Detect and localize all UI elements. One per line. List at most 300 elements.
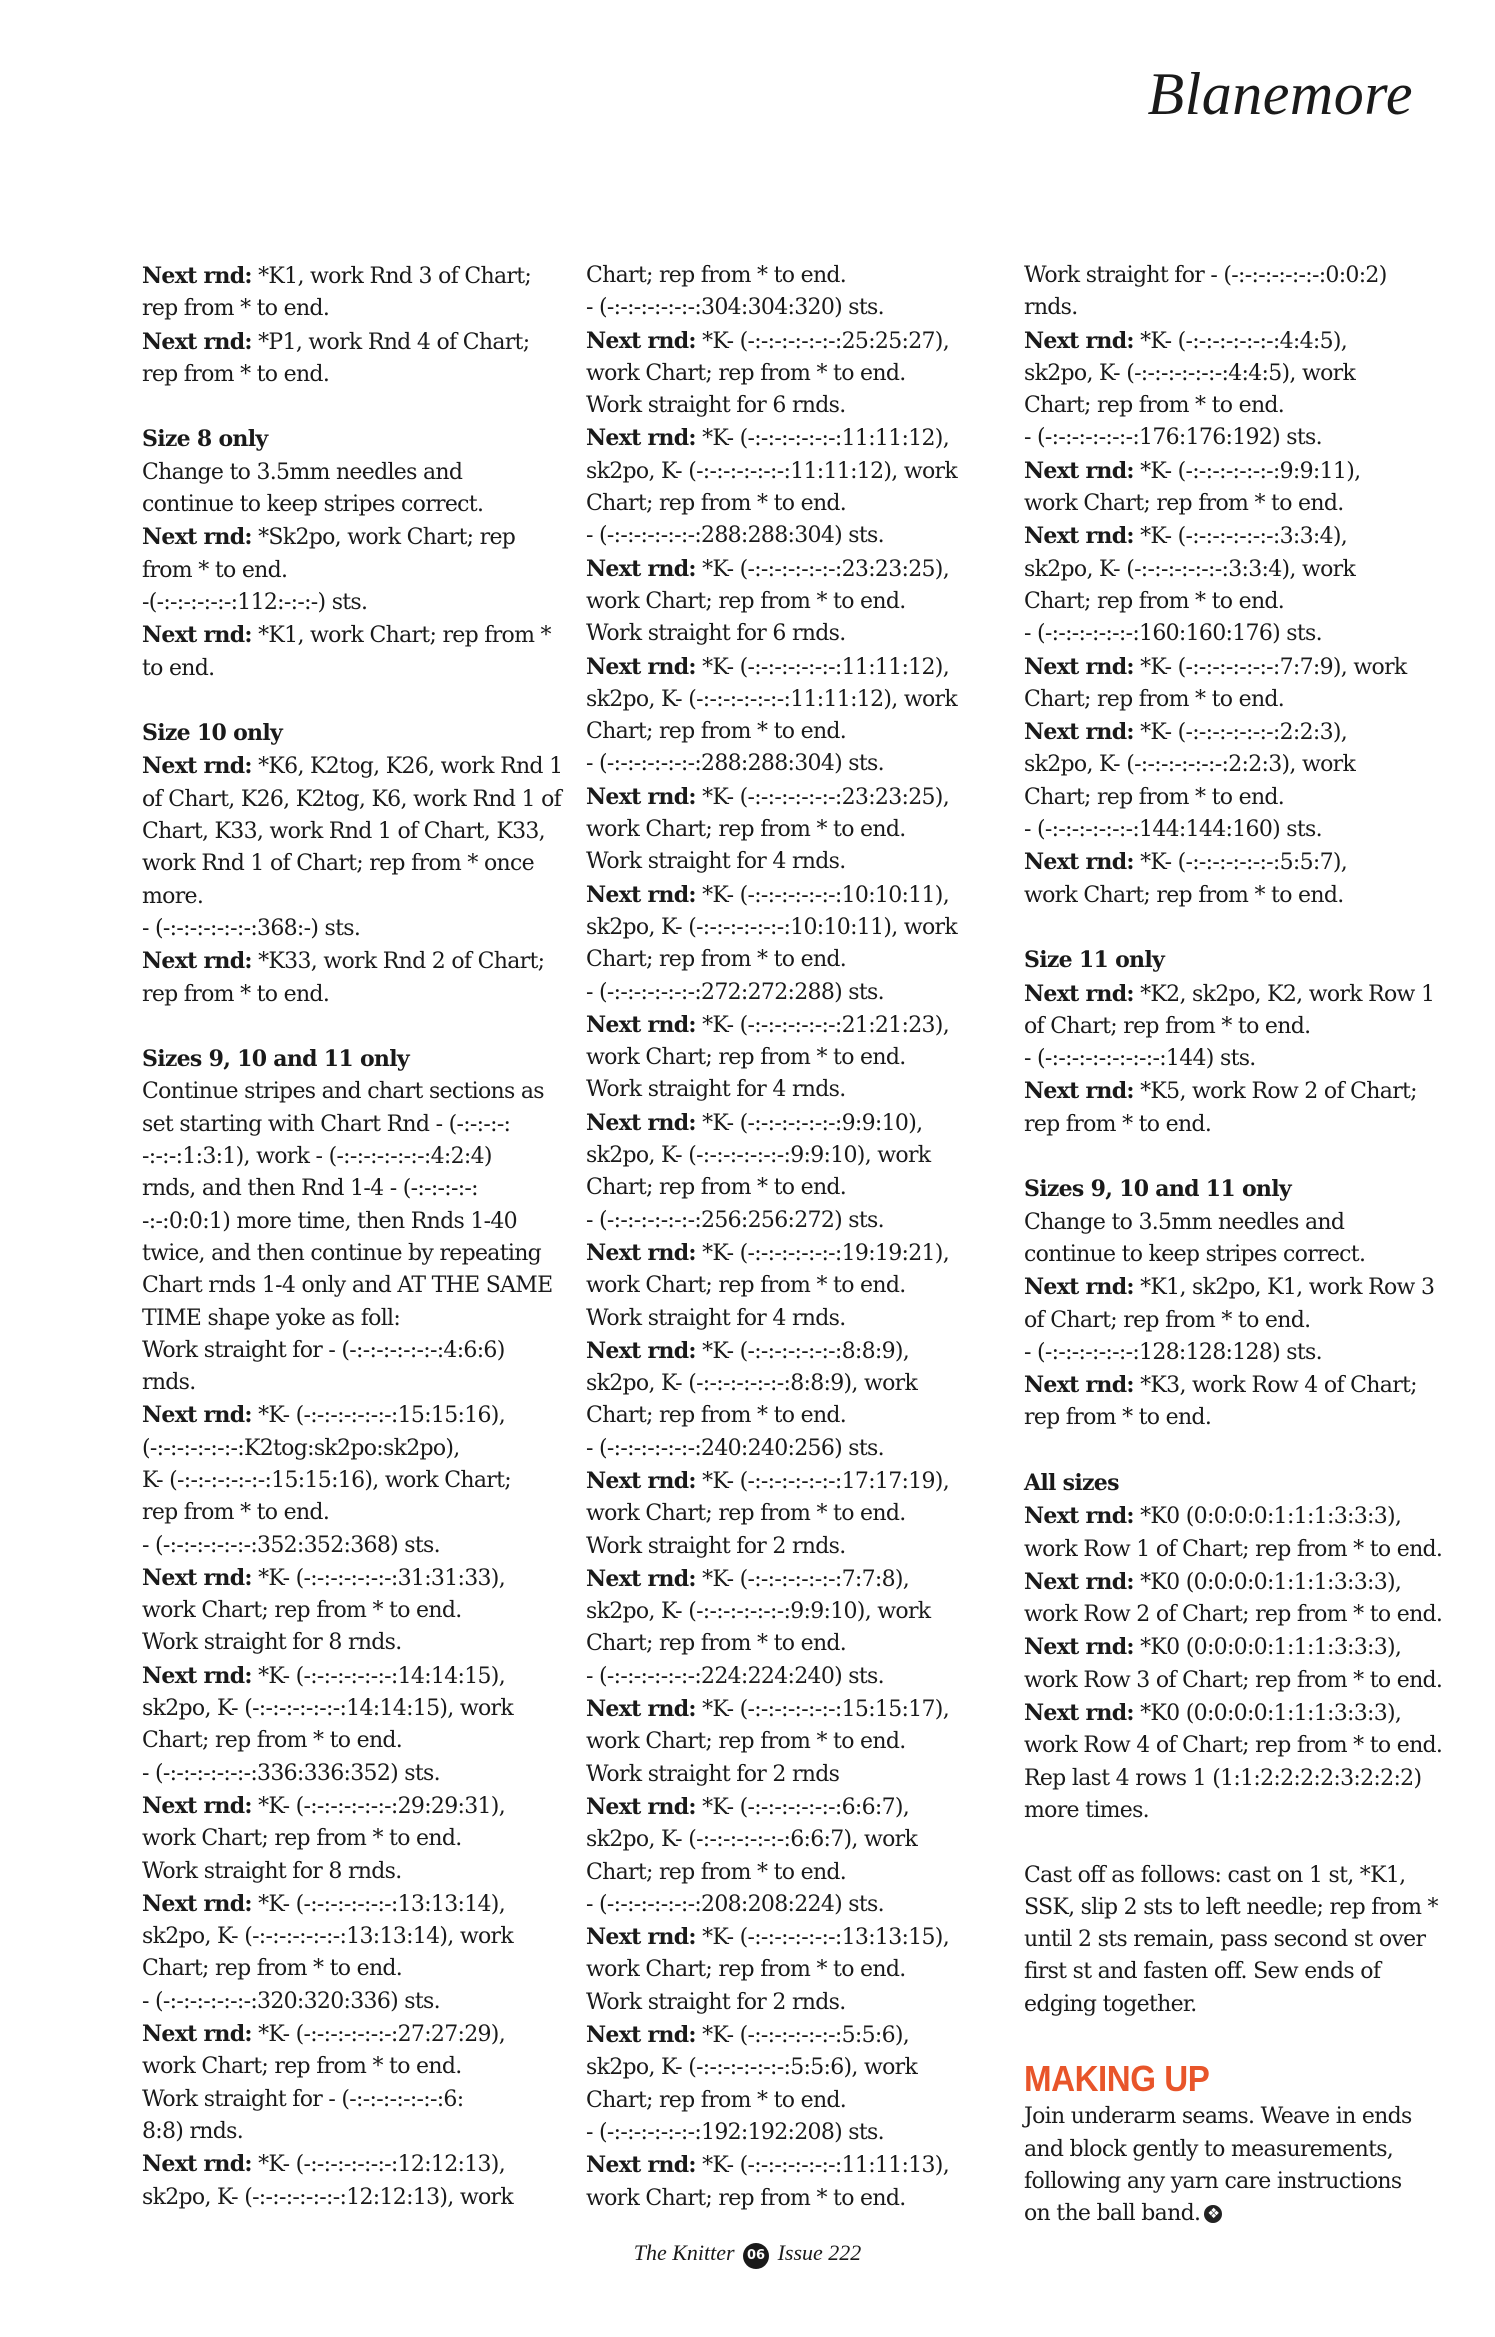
instruction-label: Size 11 only	[1024, 947, 1165, 974]
paragraph-gap	[1024, 1141, 1459, 1173]
instruction-text: work Chart; rep from * to end.	[586, 1729, 906, 1755]
pattern-line	[586, 1857, 1021, 1889]
pattern-line	[142, 521, 577, 554]
pattern-line	[142, 1270, 577, 1302]
pattern-line	[142, 1693, 577, 1725]
instruction-text: Chart; rep from * to end.	[142, 1728, 403, 1754]
instruction-text: *K- (-:-:-:-:-:-:-:19:19:21),	[695, 1240, 949, 1266]
instruction-text: *Sk2po, work Chart; rep	[251, 525, 516, 551]
pattern-line	[586, 748, 1021, 780]
instruction-text: *K- (-:-:-:-:-:-:-:10:10:11),	[695, 882, 949, 908]
instruction-label: Next rnd:	[142, 1662, 252, 1689]
pattern-line	[586, 2149, 1021, 2182]
instruction-text: *K- (-:-:-:-:-:-:-:12:12:13),	[251, 2152, 505, 2178]
column-2	[586, 260, 1021, 2215]
pattern-line	[1024, 651, 1459, 684]
pattern-line	[586, 977, 1021, 1009]
pattern-line	[142, 1530, 577, 1562]
instruction-text: *K- (-:-:-:-:-:-:-:4:4:5),	[1133, 328, 1348, 354]
instruction-label: Next rnd:	[586, 881, 696, 908]
pattern-line	[142, 653, 577, 685]
instruction-text: - (-:-:-:-:-:-:-:176:176:192) sts.	[1024, 425, 1322, 451]
pattern-line	[1024, 1599, 1459, 1631]
pattern-line	[1024, 1043, 1459, 1075]
instruction-text: *K- (-:-:-:-:-:-:-:9:9:10),	[695, 1110, 923, 1136]
instruction-text: sk2po, K- (-:-:-:-:-:-:-:10:10:11), work	[586, 914, 957, 940]
pattern-line	[1024, 2198, 1459, 2230]
pattern-line	[142, 2084, 577, 2116]
instruction-label: Next rnd:	[1024, 1634, 1134, 1661]
pattern-line	[142, 784, 577, 816]
instruction-label: Next rnd:	[142, 263, 252, 289]
instruction-label: Next rnd:	[586, 1337, 696, 1364]
instruction-text: work Chart; rep from * to end.	[1024, 491, 1344, 517]
instruction-text: work Chart; rep from * to end.	[1024, 882, 1344, 908]
pattern-line	[586, 390, 1021, 422]
pattern-line	[142, 457, 577, 489]
pattern-line	[586, 1172, 1021, 1204]
pattern-line	[586, 618, 1021, 650]
instruction-label: Next rnd:	[1024, 1078, 1134, 1105]
instruction-text: *K- (-:-:-:-:-:-:-:31:31:33),	[251, 1565, 505, 1591]
instruction-text: - (-:-:-:-:-:-:-:240:240:256) sts.	[586, 1435, 884, 1461]
instruction-text: - (-:-:-:-:-:-:-:224:224:240) sts.	[586, 1663, 884, 1689]
pattern-line	[142, 326, 577, 359]
instruction-label: Next rnd:	[142, 1402, 252, 1429]
paragraph-gap	[142, 685, 577, 717]
pattern-line	[142, 1173, 577, 1205]
instruction-label: Next rnd:	[586, 1239, 696, 1266]
instruction-text: *K33, work Rnd 2 of Chart;	[251, 949, 545, 975]
instruction-text: - (-:-:-:-:-:-:-:160:160:176) sts.	[1024, 621, 1322, 647]
section-heading: MAKING UP	[1024, 2058, 1210, 2100]
pattern-line	[1024, 1402, 1459, 1434]
instruction-text: - (-:-:-:-:-:-:-:128:128:128) sts.	[1024, 1339, 1322, 1365]
pattern-line	[1024, 1534, 1459, 1566]
pattern-line	[586, 1759, 1021, 1791]
pattern-line	[142, 848, 577, 880]
pattern-line	[142, 1888, 577, 1921]
instruction-label: Next rnd:	[1024, 523, 1134, 550]
column-3	[1024, 260, 1459, 2231]
instruction-text: - (-:-:-:-:-:-:-:272:272:288) sts.	[586, 979, 884, 1005]
instruction-text: Chart; rep from * to end.	[586, 491, 847, 517]
pattern-line	[1024, 1730, 1459, 1762]
pattern-line	[586, 1563, 1021, 1596]
instruction-text: *K- (-:-:-:-:-:-:-:5:5:7),	[1133, 850, 1348, 876]
pattern-line	[142, 1043, 577, 1076]
pattern-line	[142, 1238, 577, 1270]
instruction-text: work Chart; rep from * to end.	[586, 1045, 906, 1071]
pattern-line	[586, 292, 1021, 324]
pattern-line	[1024, 1860, 1459, 1892]
instruction-text: Work straight for 2 rnds.	[586, 1989, 846, 2015]
pattern-line	[1024, 554, 1459, 586]
instruction-text: Work straight for 4 rnds.	[586, 849, 846, 875]
pattern-line	[586, 1531, 1021, 1563]
pattern-line	[142, 1562, 577, 1595]
instruction-text: *K1, sk2po, K1, work Row 3	[1133, 1275, 1435, 1301]
pattern-line	[1024, 1369, 1459, 1402]
instruction-label: Next rnd:	[1024, 653, 1134, 680]
instruction-text: Work straight for 8 rnds.	[142, 1630, 402, 1656]
instruction-text: *K- (-:-:-:-:-:-:-:6:6:7),	[695, 1794, 910, 1820]
pattern-line	[586, 488, 1021, 520]
instruction-text: sk2po, K- (-:-:-:-:-:-:-:6:6:7), work	[586, 1827, 918, 1853]
instruction-text: - (-:-:-:-:-:-:-:192:192:208) sts.	[586, 2119, 884, 2145]
pattern-line	[586, 912, 1021, 944]
instruction-text: - (-:-:-:-:-:-:-:320:320:336) sts.	[142, 1988, 440, 2014]
instruction-label: Next rnd:	[586, 1467, 696, 1494]
instruction-text: *P1, work Rnd 4 of Chart;	[251, 329, 530, 355]
instruction-text: set starting with Chart Rnd - (-:-:-:-:	[142, 1111, 511, 1137]
instruction-label: Next rnd:	[586, 1011, 696, 1038]
instruction-text: - (-:-:-:-:-:-:-:288:288:304) sts.	[586, 751, 884, 777]
pattern-line	[586, 1009, 1021, 1042]
instruction-text: (-:-:-:-:-:-:-:K2tog:sk2po:sk2po),	[142, 1435, 460, 1461]
pattern-line	[586, 1042, 1021, 1074]
instruction-text: work Chart; rep from * to end.	[586, 2185, 906, 2211]
instruction-text: Change to 3.5mm needles and	[1024, 1209, 1345, 1235]
pattern-line	[1024, 520, 1459, 553]
instruction-label: Next rnd:	[1024, 1568, 1134, 1595]
instruction-text: Work straight for 4 rnds.	[586, 1077, 846, 1103]
instruction-label: Next rnd:	[1024, 1372, 1134, 1399]
pattern-line	[1024, 1956, 1459, 1988]
pattern-line	[586, 684, 1021, 716]
instruction-text: *K- (-:-:-:-:-:-:-:2:2:3),	[1133, 720, 1348, 746]
pattern-line	[142, 1856, 577, 1888]
pattern-line	[1024, 1109, 1459, 1141]
instruction-text: Chart; rep from * to end.	[586, 719, 847, 745]
instruction-text: Work straight for 6 rnds.	[586, 621, 846, 647]
pattern-line	[142, 260, 577, 293]
pattern-line	[586, 1661, 1021, 1693]
pattern-line	[142, 1141, 577, 1173]
instruction-text: rnds, and then Rnd 1-4 - (-:-:-:-:-:	[142, 1176, 478, 1202]
pattern-line	[142, 1986, 577, 2018]
instruction-text: to end.	[142, 655, 215, 681]
pattern-line	[586, 1400, 1021, 1432]
instruction-text: work Chart; rep from * to end.	[142, 1826, 462, 1852]
instruction-label: Next rnd:	[586, 2152, 696, 2179]
instruction-text: *K- (-:-:-:-:-:-:-:3:3:4),	[1133, 524, 1348, 550]
paragraph-gap	[1024, 1827, 1459, 1859]
instruction-text: *K- (-:-:-:-:-:-:-:27:27:29),	[251, 2022, 505, 2048]
pattern-line	[586, 846, 1021, 878]
instruction-text: Chart; rep from * to end.	[586, 1403, 847, 1429]
pattern-line	[142, 816, 577, 848]
instruction-text: - (-:-:-:-:-:-:-:368:-) sts.	[142, 915, 361, 941]
pattern-line	[586, 879, 1021, 912]
pattern-line	[1024, 880, 1459, 912]
pattern-line	[1024, 488, 1459, 520]
instruction-text: work Row 4 of Chart; rep from * to end.	[1024, 1733, 1443, 1759]
instruction-text: Chart; rep from * to end.	[586, 1631, 847, 1657]
pattern-line	[1024, 1665, 1459, 1697]
instruction-text: Chart; rep from * to end.	[586, 1859, 847, 1885]
instruction-text: until 2 sts remain, pass second st over	[1024, 1927, 1426, 1953]
instruction-label: Next rnd:	[1024, 1274, 1134, 1301]
pattern-line	[1024, 1075, 1459, 1108]
pattern-line	[142, 1725, 577, 1757]
instruction-text: Chart; rep from * to end.	[1024, 588, 1285, 614]
instruction-text: work Chart; rep from * to end.	[586, 817, 906, 843]
instruction-text: *K- (-:-:-:-:-:-:-:11:11:12),	[695, 426, 949, 452]
end-mark-icon: ❖	[1204, 2205, 1222, 2223]
instruction-text: *K- (-:-:-:-:-:-:-:21:21:23),	[695, 1012, 949, 1038]
pattern-line	[586, 1074, 1021, 1106]
instruction-text: *K- (-:-:-:-:-:-:-:11:11:13),	[695, 2153, 949, 2179]
instruction-label: Next rnd:	[1024, 1700, 1134, 1727]
pattern-line	[142, 2148, 577, 2181]
instruction-label: Size 10 only	[142, 720, 283, 747]
pattern-line	[586, 1987, 1021, 2019]
pattern-line	[586, 260, 1021, 292]
pattern-line	[142, 1465, 577, 1497]
pattern-line	[586, 1465, 1021, 1498]
pattern-line	[586, 1270, 1021, 1302]
pattern-line	[1024, 782, 1459, 814]
instruction-text: sk2po, K- (-:-:-:-:-:-:-:4:4:5), work	[1024, 360, 1356, 386]
pattern-line	[586, 1921, 1021, 1954]
pattern-line	[1024, 1239, 1459, 1271]
instruction-text: *K- (-:-:-:-:-:-:-:17:17:19),	[695, 1468, 949, 1494]
pattern-line	[142, 1109, 577, 1141]
instruction-text: Continue stripes and chart sections as	[142, 1079, 544, 1105]
pattern-line	[1024, 1924, 1459, 1956]
instruction-text: Chart; rep from * to end.	[586, 263, 847, 288]
instruction-text: *K0 (0:0:0:0:1:1:1:3:3:3),	[1133, 1635, 1402, 1661]
pattern-line	[586, 1433, 1021, 1465]
instruction-text: work Row 2 of Chart; rep from * to end.	[1024, 1602, 1443, 1628]
pattern-line	[1024, 618, 1459, 650]
pattern-line	[142, 1953, 577, 1985]
instruction-label: Next rnd:	[142, 328, 252, 355]
pattern-line	[1024, 1566, 1459, 1599]
instruction-text: work Rnd 1 of Chart; rep from * once	[142, 851, 534, 877]
pattern-line	[142, 1823, 577, 1855]
pattern-line	[142, 1758, 577, 1790]
instruction-text: *K- (-:-:-:-:-:-:-:15:15:16),	[251, 1403, 505, 1429]
instruction-text: of Chart, K26, K2tog, K6, work Rnd 1 of	[142, 786, 562, 812]
paragraph-gap	[142, 391, 577, 423]
instruction-text: *K5, work Row 2 of Chart;	[1133, 1079, 1417, 1105]
paragraph-gap	[142, 1011, 577, 1043]
pattern-line	[586, 944, 1021, 976]
pattern-line	[1024, 814, 1459, 846]
instruction-label: Next rnd:	[586, 1696, 696, 1723]
instruction-text: work Chart; rep from * to end.	[586, 1273, 906, 1299]
pattern-line	[1024, 978, 1459, 1011]
instruction-label: Next rnd:	[142, 524, 252, 551]
pattern-line	[142, 1206, 577, 1238]
pattern-line	[586, 1107, 1021, 1140]
pattern-line	[586, 1498, 1021, 1530]
pattern-line	[1024, 1795, 1459, 1827]
pattern-line	[1024, 1337, 1459, 1369]
instruction-text: following any yarn care instructions	[1024, 2168, 1402, 2194]
instruction-label: Next rnd:	[142, 1890, 252, 1917]
instruction-text: *K0 (0:0:0:0:1:1:1:3:3:3),	[1133, 1569, 1402, 1595]
instruction-text: - (-:-:-:-:-:-:-:352:352:368) sts.	[142, 1532, 440, 1558]
pattern-line	[586, 2117, 1021, 2149]
instruction-label: Next rnd:	[586, 1565, 696, 1592]
pattern-line	[586, 1693, 1021, 1726]
instruction-label: Next rnd:	[142, 2021, 252, 2048]
instruction-text: work Chart; rep from * to end.	[142, 1598, 462, 1624]
pattern-line	[586, 358, 1021, 390]
instruction-text: *K- (-:-:-:-:-:-:-:13:13:15),	[695, 1925, 949, 1951]
paragraph-gap	[1024, 2021, 1459, 2053]
instruction-text: *K1, work Chart; rep from *	[251, 623, 551, 649]
instruction-text: on the ball band.	[1024, 2201, 1201, 2227]
instruction-text: Chart; rep from * to end.	[586, 947, 847, 973]
pattern-line	[142, 913, 577, 945]
instruction-text: - (-:-:-:-:-:-:-:304:304:320) sts.	[586, 295, 884, 321]
instruction-label: Sizes 9, 10 and 11 only	[1024, 1176, 1291, 1203]
instruction-text: - (-:-:-:-:-:-:-:256:256:272) sts.	[586, 1207, 884, 1233]
instruction-label: Next rnd:	[142, 753, 252, 780]
pattern-line	[1024, 1697, 1459, 1730]
instruction-text: Change to 3.5mm needles and	[142, 459, 463, 485]
pattern-line	[1024, 2166, 1459, 2198]
pattern-line	[142, 881, 577, 913]
pattern-line	[1024, 260, 1459, 292]
instruction-text: Work straight for - (-:-:-:-:-:-:-:4:6:6)	[142, 1337, 505, 1363]
instruction-text: Chart rnds 1-4 only and AT THE SAME	[142, 1273, 553, 1299]
pattern-line	[142, 1335, 577, 1367]
instruction-label: Next rnd:	[1024, 719, 1134, 746]
pattern-line	[586, 2052, 1021, 2084]
instruction-label: Next rnd:	[142, 2151, 252, 2178]
instruction-text: sk2po, K- (-:-:-:-:-:-:-:11:11:12), work	[586, 686, 957, 712]
instruction-text: more.	[142, 883, 204, 909]
instruction-text: - (-:-:-:-:-:-:-:-:-:144) sts.	[1024, 1046, 1256, 1072]
instruction-text: *K3, work Row 4 of Chart;	[1133, 1373, 1417, 1399]
pattern-line	[586, 1303, 1021, 1335]
instruction-text: sk2po, K- (-:-:-:-:-:-:-:9:9:10), work	[586, 1143, 931, 1169]
instruction-text: Join underarm seams. Weave in ends	[1024, 2104, 1412, 2130]
pattern-line	[586, 716, 1021, 748]
instruction-text: more times.	[1024, 1797, 1149, 1823]
pattern-line	[142, 2018, 577, 2051]
instruction-text: *K- (-:-:-:-:-:-:-:8:8:9),	[695, 1338, 910, 1364]
pattern-line	[142, 1367, 577, 1399]
pattern-line	[142, 1790, 577, 1823]
instruction-text: *K- (-:-:-:-:-:-:-:25:25:27),	[695, 328, 949, 354]
instruction-text: - (-:-:-:-:-:-:-:144:144:160) sts.	[1024, 817, 1322, 843]
pattern-line	[142, 1595, 577, 1627]
pattern-line	[142, 1433, 577, 1465]
pattern-line	[142, 2182, 577, 2214]
instruction-label: Next rnd:	[142, 622, 252, 649]
instruction-text: from * to end.	[142, 557, 288, 583]
pattern-line	[142, 1399, 577, 1432]
instruction-label: Next rnd:	[142, 1564, 252, 1591]
pattern-line	[1024, 586, 1459, 618]
pattern-line	[1024, 292, 1459, 324]
instruction-label: Next rnd:	[1024, 457, 1134, 484]
pattern-line	[1024, 358, 1459, 390]
instruction-text: Chart; rep from * to end.	[586, 1175, 847, 1201]
instruction-text: Chart; rep from * to end.	[1024, 393, 1285, 419]
instruction-text: *K- (-:-:-:-:-:-:-:14:14:15),	[251, 1663, 505, 1689]
instruction-text: work Chart; rep from * to end.	[142, 2054, 462, 2080]
instruction-text: work Row 1 of Chart; rep from * to end.	[1024, 1536, 1443, 1562]
instruction-text: -:-:0:0:1) more time, then Rnds 1-40	[142, 1208, 517, 1234]
pattern-line	[586, 1889, 1021, 1921]
instruction-text: Rep last 4 rows 1 (1:1:2:2:2:2:3:2:2:2)	[1024, 1765, 1422, 1791]
page-number-badge: 06	[743, 2243, 769, 2269]
instruction-text: TIME shape yoke as foll:	[142, 1305, 401, 1331]
instruction-text: Chart, K33, work Rnd 1 of Chart, K33,	[142, 819, 545, 845]
instruction-text: *K- (-:-:-:-:-:-:-:15:15:17),	[695, 1697, 949, 1723]
instruction-label: Next rnd:	[1024, 327, 1134, 354]
pattern-line	[586, 1140, 1021, 1172]
pattern-line	[586, 553, 1021, 586]
instruction-text: *K- (-:-:-:-:-:-:-:7:7:9), work	[1133, 654, 1407, 680]
instruction-text: sk2po, K- (-:-:-:-:-:-:-:14:14:15), work	[142, 1696, 513, 1722]
instruction-text: Work straight for 2 rnds	[586, 1761, 840, 1787]
pattern-line	[586, 1335, 1021, 1368]
pattern-line	[142, 2051, 577, 2083]
pattern-line	[586, 1824, 1021, 1856]
column-1	[142, 260, 577, 2214]
pattern-line	[142, 1921, 577, 1953]
instruction-text: *K- (-:-:-:-:-:-:-:23:23:25),	[695, 556, 949, 582]
instruction-text: *K- (-:-:-:-:-:-:-:11:11:12),	[695, 654, 949, 680]
instruction-text: sk2po, K- (-:-:-:-:-:-:-:9:9:10), work	[586, 1599, 931, 1625]
instruction-text: rep from * to end.	[1024, 1405, 1212, 1431]
pattern-line	[586, 1726, 1021, 1758]
pattern-line	[1024, 1631, 1459, 1664]
instruction-text: Work straight for 4 rnds.	[586, 1305, 846, 1331]
instruction-text: *K1, work Rnd 3 of Chart;	[251, 264, 532, 289]
pattern-line	[586, 2085, 1021, 2117]
instruction-text: rep from * to end.	[142, 361, 330, 387]
pattern-line	[586, 422, 1021, 455]
pattern-line	[1024, 1207, 1459, 1239]
pattern-line	[1024, 455, 1459, 488]
instruction-text: - (-:-:-:-:-:-:-:208:208:224) sts.	[586, 1891, 884, 1917]
instruction-text: Work straight for 2 rnds.	[586, 1533, 846, 1559]
pattern-line	[142, 1076, 577, 1108]
pattern-line	[1024, 846, 1459, 879]
instruction-text: of Chart; rep from * to end.	[1024, 1307, 1311, 1333]
instruction-text: and block gently to measurements,	[1024, 2136, 1394, 2162]
instruction-text: -:-:-:1:3:1), work - (-:-:-:-:-:-:-:4:2:4)	[142, 1144, 492, 1170]
instruction-text: Work straight for 8 rnds.	[142, 1858, 402, 1884]
pattern-line	[1024, 1763, 1459, 1795]
instruction-label: Next rnd:	[586, 653, 696, 680]
pattern-line	[142, 1627, 577, 1659]
pattern-line	[586, 1205, 1021, 1237]
pattern-line	[586, 586, 1021, 618]
instruction-text: work Chart; rep from * to end.	[586, 1957, 906, 1983]
instruction-label: Next rnd:	[142, 948, 252, 975]
instruction-text: sk2po, K- (-:-:-:-:-:-:-:12:12:13), work	[142, 2184, 513, 2210]
pattern-line	[142, 1660, 577, 1693]
pattern-line	[142, 359, 577, 391]
pattern-line	[142, 489, 577, 521]
instruction-text: rep from * to end.	[142, 1500, 330, 1526]
instruction-text: *K- (-:-:-:-:-:-:-:13:13:14),	[251, 1891, 505, 1917]
instruction-text: Chart; rep from * to end.	[1024, 784, 1285, 810]
pattern-line	[142, 1497, 577, 1529]
instruction-text: sk2po, K- (-:-:-:-:-:-:-:13:13:14), work	[142, 1924, 513, 1950]
pattern-line	[142, 750, 577, 783]
